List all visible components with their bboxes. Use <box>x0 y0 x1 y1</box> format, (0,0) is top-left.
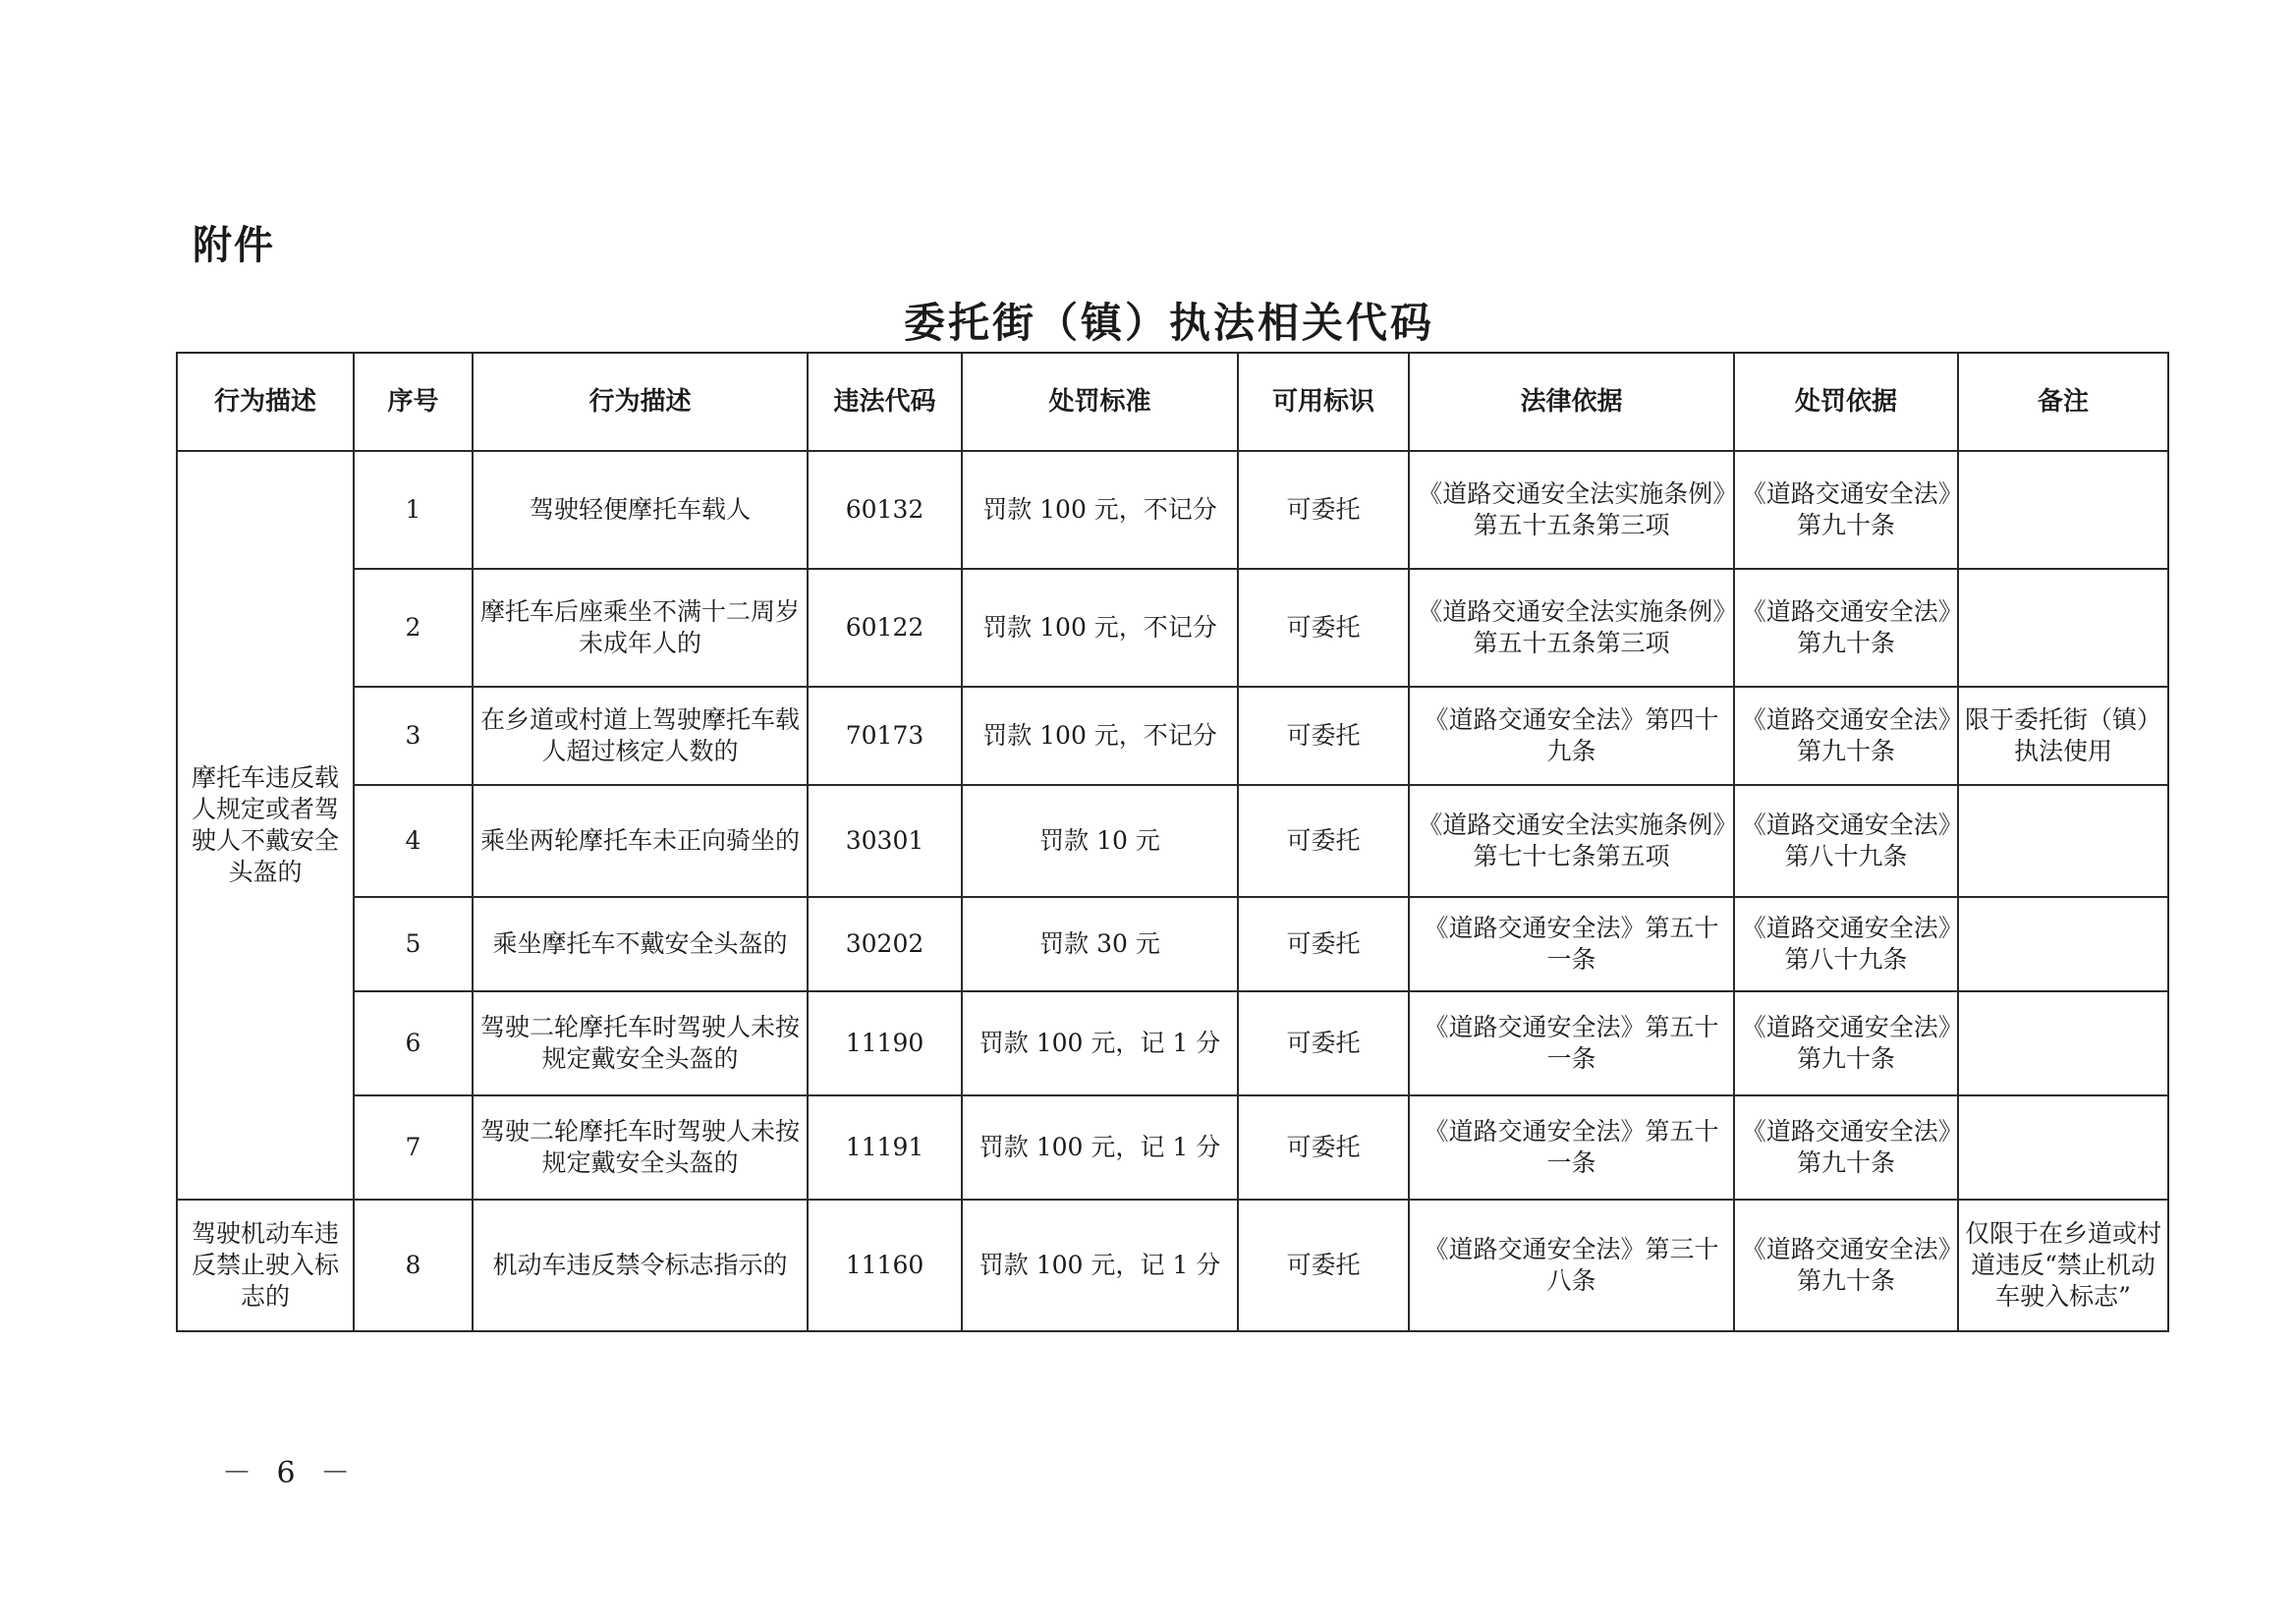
remark <box>1958 991 2168 1095</box>
header-cell: 处罚依据 <box>1734 353 1958 451</box>
remark <box>1958 785 2168 897</box>
table-row <box>177 1200 2168 1331</box>
penalty-basis: 《道路交通安全法》第八十九条 <box>1734 897 1958 991</box>
table-row <box>177 569 2168 687</box>
legal-basis: 《道路交通安全法》第五十一条 <box>1409 897 1734 991</box>
remark <box>1958 569 2168 687</box>
usage-mark: 可委托 <box>1238 1095 1409 1200</box>
row-number: 3 <box>354 687 473 785</box>
attachment-label: 附件 <box>193 223 275 268</box>
behavior-description: 驾驶二轮摩托车时驾驶人未按规定戴安全头盔的 <box>473 991 808 1095</box>
header-cell: 处罚标准 <box>962 353 1238 451</box>
penalty-standard: 罚款 10 元 <box>962 785 1238 897</box>
table-header-row <box>177 353 2168 451</box>
row-number: 1 <box>354 451 473 569</box>
table-row <box>177 1095 2168 1200</box>
violation-code: 11191 <box>808 1095 962 1200</box>
legal-basis: 《道路交通安全法实施条例》第七十七条第五项 <box>1409 785 1734 897</box>
table-row <box>177 687 2168 785</box>
violation-code: 11160 <box>808 1200 962 1331</box>
usage-mark: 可委托 <box>1238 569 1409 687</box>
remark <box>1958 451 2168 569</box>
penalty-standard: 罚款 100 元，不记分 <box>962 687 1238 785</box>
penalty-standard: 罚款 100 元，不记分 <box>962 569 1238 687</box>
header-cell: 可用标识 <box>1238 353 1409 451</box>
usage-mark: 可委托 <box>1238 991 1409 1095</box>
header-cell: 备注 <box>1958 353 2168 451</box>
legal-basis: 《道路交通安全法》第三十八条 <box>1409 1200 1734 1331</box>
violation-code: 30202 <box>808 897 962 991</box>
penalty-basis: 《道路交通安全法》第九十条 <box>1734 991 1958 1095</box>
table-row <box>177 991 2168 1095</box>
penalty-basis: 《道路交通安全法》第八十九条 <box>1734 785 1958 897</box>
row-number: 4 <box>354 785 473 897</box>
behavior-description: 在乡道或村道上驾驶摩托车载人超过核定人数的 <box>473 687 808 785</box>
row-number: 5 <box>354 897 473 991</box>
usage-mark: 可委托 <box>1238 785 1409 897</box>
legal-basis: 《道路交通安全法》第五十一条 <box>1409 991 1734 1095</box>
penalty-basis: 《道路交通安全法》第九十条 <box>1734 1200 1958 1331</box>
penalty-standard: 罚款 100 元，记 1 分 <box>962 1095 1238 1200</box>
violation-code: 30301 <box>808 785 962 897</box>
violation-code: 70173 <box>808 687 962 785</box>
document-title: 委托街（镇）执法相关代码 <box>903 299 1434 347</box>
behavior-description: 乘坐摩托车不戴安全头盔的 <box>473 897 808 991</box>
legal-basis: 《道路交通安全法实施条例》第五十五条第三项 <box>1409 451 1734 569</box>
penalty-standard: 罚款 100 元，记 1 分 <box>962 991 1238 1095</box>
usage-mark: 可委托 <box>1238 687 1409 785</box>
behavior-description: 乘坐两轮摩托车未正向骑坐的 <box>473 785 808 897</box>
header-cell: 行为描述 <box>473 353 808 451</box>
header-cell: 序号 <box>354 353 473 451</box>
page-number: － 6 － <box>222 1456 359 1490</box>
row-number: 8 <box>354 1200 473 1331</box>
violation-code: 60122 <box>808 569 962 687</box>
penalty-standard: 罚款 100 元，记 1 分 <box>962 1200 1238 1331</box>
penalty-basis: 《道路交通安全法》第九十条 <box>1734 569 1958 687</box>
remark <box>1958 897 2168 991</box>
legal-basis: 《道路交通安全法》第四十九条 <box>1409 687 1734 785</box>
row-number: 7 <box>354 1095 473 1200</box>
header-cell: 法律依据 <box>1409 353 1734 451</box>
violation-code: 11190 <box>808 991 962 1095</box>
usage-mark: 可委托 <box>1238 451 1409 569</box>
behavior-description: 驾驶轻便摩托车载人 <box>473 451 808 569</box>
usage-mark: 可委托 <box>1238 1200 1409 1331</box>
enforcement-code-table <box>176 352 2169 1332</box>
usage-mark: 可委托 <box>1238 897 1409 991</box>
row-number: 2 <box>354 569 473 687</box>
table-row <box>177 785 2168 897</box>
legal-basis: 《道路交通安全法实施条例》第五十五条第三项 <box>1409 569 1734 687</box>
remark <box>1958 1095 2168 1200</box>
behavior-description: 机动车违反禁令标志指示的 <box>473 1200 808 1331</box>
penalty-standard: 罚款 100 元，不记分 <box>962 451 1238 569</box>
remark: 仅限于在乡道或村道违反“禁止机动车驶入标志” <box>1958 1200 2168 1331</box>
group-label-motorcycle: 摩托车违反载人规定或者驾驶人不戴安全头盔的 <box>177 451 354 1200</box>
violation-code: 60132 <box>808 451 962 569</box>
header-cell: 行为描述 <box>177 353 354 451</box>
penalty-basis: 《道路交通安全法》第九十条 <box>1734 451 1958 569</box>
penalty-basis: 《道路交通安全法》第九十条 <box>1734 687 1958 785</box>
group-label-no-entry: 驾驶机动车违反禁止驶入标志的 <box>177 1200 354 1331</box>
table-row <box>177 451 2168 569</box>
behavior-description: 驾驶二轮摩托车时驾驶人未按规定戴安全头盔的 <box>473 1095 808 1200</box>
header-cell: 违法代码 <box>808 353 962 451</box>
remark: 限于委托街（镇）执法使用 <box>1958 687 2168 785</box>
penalty-basis: 《道路交通安全法》第九十条 <box>1734 1095 1958 1200</box>
behavior-description: 摩托车后座乘坐不满十二周岁未成年人的 <box>473 569 808 687</box>
legal-basis: 《道路交通安全法》第五十一条 <box>1409 1095 1734 1200</box>
penalty-standard: 罚款 30 元 <box>962 897 1238 991</box>
table-row <box>177 897 2168 991</box>
row-number: 6 <box>354 991 473 1095</box>
